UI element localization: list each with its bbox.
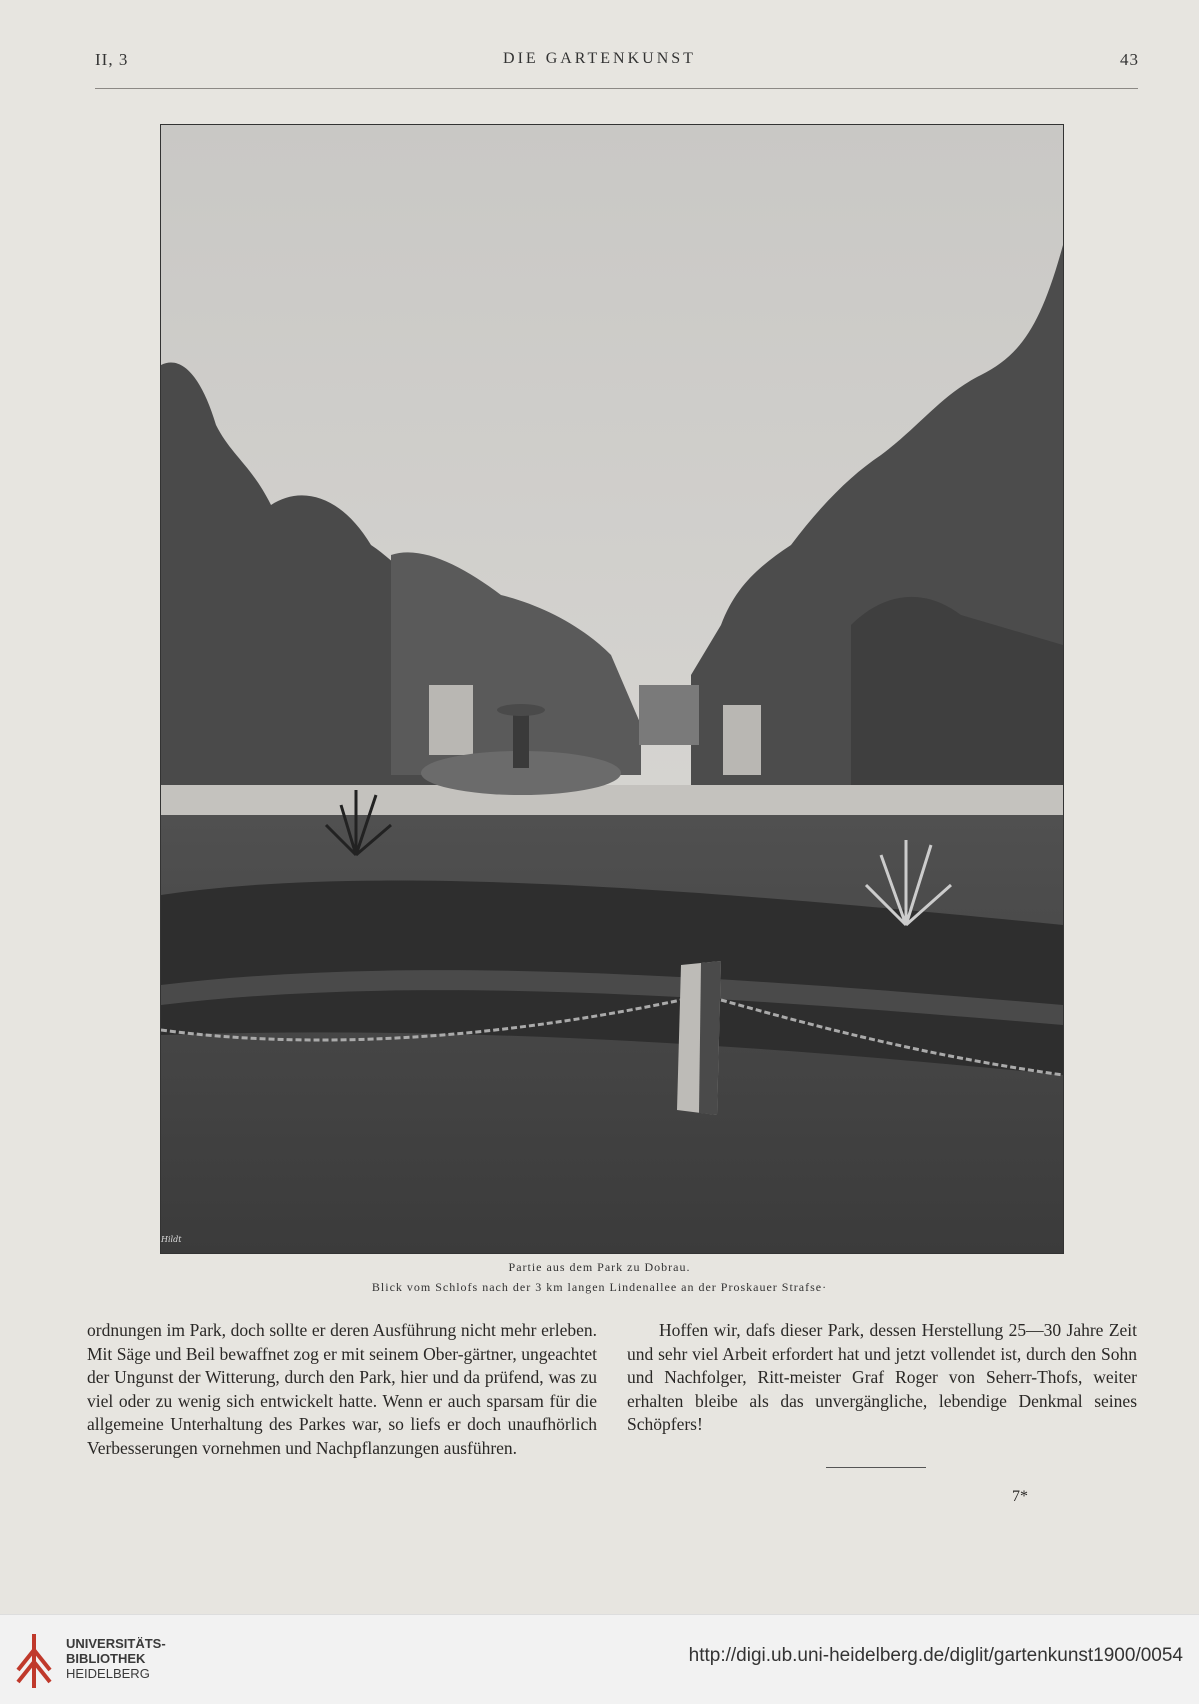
library-footer	[0, 1614, 1199, 1704]
caption-title: Partie aus dem Park zu Dobrau.	[508, 1260, 691, 1274]
signature-mark: 7*	[1012, 1488, 1028, 1505]
text-column-right	[627, 1319, 1137, 1437]
text-column-left	[87, 1319, 597, 1460]
journal-title: DIE GARTENKUNST	[503, 50, 696, 67]
end-rule	[826, 1467, 926, 1468]
permalink-url[interactable]: http://digi.ub.uni-heidelberg.de/diglit/gartenkunst1900/0054	[688, 1645, 1183, 1666]
volume-number: II, 3	[95, 50, 129, 69]
park-photograph	[160, 124, 1064, 1254]
header-rule	[95, 88, 1138, 89]
caption-subtitle: Blick vom Schlofs nach der 3 km langen Lindenallee an der Proskauer Strafse·	[371, 1280, 828, 1294]
library-name: UNIVERSITÄTS- BIBLIOTHEK HEIDELBERG	[66, 1636, 166, 1681]
paragraph: Hoffen wir, dafs dieser Park, dessen Herstellung 25—30 Jahre Zeit und sehr viel Arbeit erfordert hat und jetzt vollendet ist, durch den Sohn und Nachfolger, Ritt-meister Graf Roger von Seherr-Thofs, weiter erhalten bleibe als das unvergängliche, lebendige Denkmal seines Schöpfers!	[627, 1320, 1137, 1434]
page-number: 43	[1120, 50, 1139, 69]
library-logo-icon	[14, 1630, 54, 1688]
engraver-signature: Hildt	[161, 1235, 182, 1244]
paragraph: ordnungen im Park, doch sollte er deren Ausführung nicht mehr erleben. Mit Säge und Beil bewaffnet zog er mit seinem Ober-gärtner, ungeachtet der Ungunst der Witterung, durch den Park, hier und da prüfend, was zu viel oder zu wenig sich entwickelt hatte. Wenn er auch sparsam für die allgemeine Unterhaltung des Parkes war, so liefs er doch unaufhörlich Verbesserungen vornehmen und Nachpflanzungen ausführen.	[87, 1320, 597, 1458]
